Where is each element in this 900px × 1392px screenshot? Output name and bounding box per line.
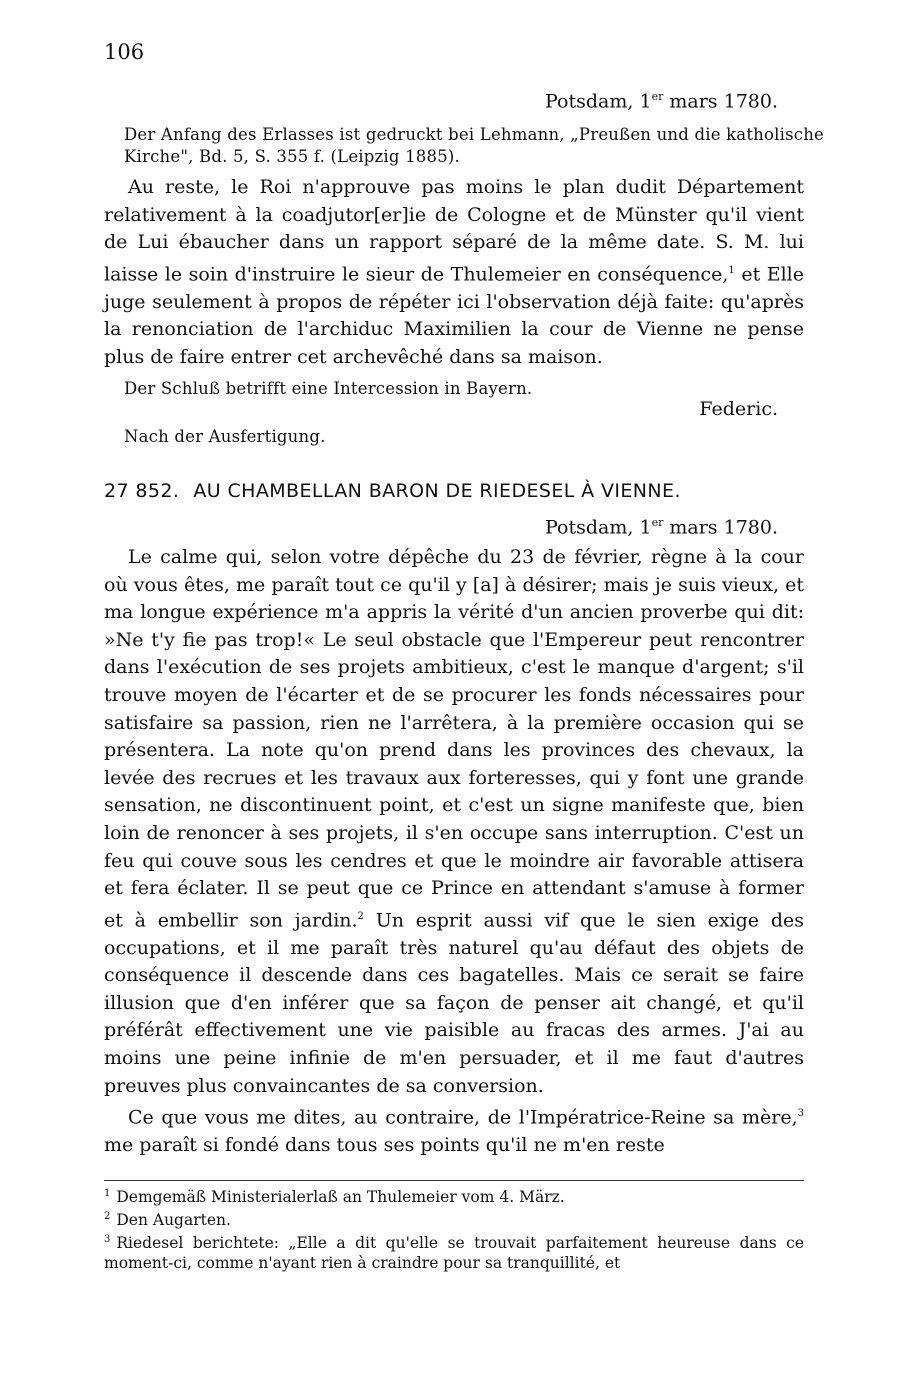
footnote-ref-3[interactable]: 3 xyxy=(797,1108,804,1120)
letter-1-paragraph: Au reste, le Roi n'approuve pas moins le plan dudit Département relativement à la coadjutor[er]ie de Cologne et de Münster qu'il vient de Lui ébaucher dans un rapport séparé de la même date. S. M. lui laisse le soin d'instruire le sieur de Thulemeier en conséquence,$^1$ et Elle juge seulement à propos de répéter ici l'observation déjà faite: qu'après la renonciation de l'archiduc Maximilien la cour de Vienne ne pense plus de faire entrer cet archevêché dans sa maison. xyxy=(104,176,804,368)
letter-2-paragraph-1: Le calme qui, selon votre dépêche du 23 de février, règne à la cour où vous êtes, me paraît tout ce qu'il y [a] à désirer; mais je suis vieux, et ma longue expérience m'a appris la vérité d'un ancien proverbe qui dit: »Ne t'y fie pas trop!« Le seul obstacle que l'Empereur peut rencontrer dans l'exécution de ses projets ambitieux, c'est le manque d'argent; s'il trouve moyen de l'écarter et de se procurer les fonds nécessaires pour satisfaire sa passion, rien ne l'arrêtera, à la première occasion qui se présentera. La note qu'on prend dans les provinces des chevaux, la levée des recrues et les travaux aux forteresses, qui y font une grande sensation, ne discontinuent point, et c'est un signe manifeste que, bien loin de renoncer à ses projets, il s'en occupe sans interruption. C'est un feu qui couve sous les cendres et que le moindre air favorable attisera et fera éclater. Il se peut que ce Prince en attendant s'amuse à former et à embellir son jardin.$^2$ Un esprit aussi vif que le sien exige des occupations, et il me paraît très naturel qu'au défaut des objets de conséquence il descende dans ces bagatelles. Mais ce serait se faire illusion que d'en inférer que sa façon de penser ait changé, et qu'il préférât effectivement une vie paisible au fracas des armes. J'ai au moins une peine infinie de m'en persuader, et il me faut d'autres preuves plus convaincantes de sa conversion. xyxy=(104,546,804,1097)
page-number: 106 xyxy=(104,40,145,64)
footnote-ref-2[interactable]: 2 xyxy=(357,910,364,922)
letter-1-body xyxy=(104,174,804,371)
source-note: Nach der Ausfertigung. xyxy=(124,427,326,446)
dateline-2: Potsdam, 1er mars 1780. xyxy=(545,516,778,539)
editorial-note-close: Der Schluß betrifft eine Intercession in Bayern. xyxy=(124,379,533,398)
footnote-ref-1[interactable]: 1 xyxy=(728,264,735,276)
addressee-title: AU CHAMBELLAN BARON DE RIEDESEL À VIENNE. xyxy=(193,480,681,502)
footnote-divider xyxy=(104,1180,804,1181)
footnotes xyxy=(104,1184,804,1273)
footnote-3: $^3$ Riedesel berichtete: „Elle a dit qu'elle se trouvait parfaitement heureuse dans ce moment-ci, comme n'ayant rien à craindre pour sa tranquillité, et xyxy=(104,1234,804,1273)
signature: Federic. xyxy=(699,398,778,420)
letter-2-body xyxy=(104,544,804,1160)
document-number: 27 852. xyxy=(104,480,180,502)
dateline-1: Potsdam, 1er mars 1780. xyxy=(545,90,778,113)
footnote-1: $^1$ Demgemäß Ministerialerlaß an Thulemeier vom 4. März. xyxy=(104,1188,565,1207)
editorial-note-intro: Der Anfang des Erlasses ist gedruckt bei Lehmann, „Preußen und die katholische Kirche", Bd. 5, S. 355 f. (Leipzig 1885). xyxy=(124,125,824,166)
letter-2-paragraph-2: Ce que vous me dites, au contraire, de l'Impératrice-Reine sa mère,$^3$ me paraît si fondé dans tous ses points qu'il ne m'en reste xyxy=(104,1106,804,1157)
letter-2-heading xyxy=(104,480,804,502)
footnote-2: $^2$ Den Augarten. xyxy=(104,1211,231,1230)
